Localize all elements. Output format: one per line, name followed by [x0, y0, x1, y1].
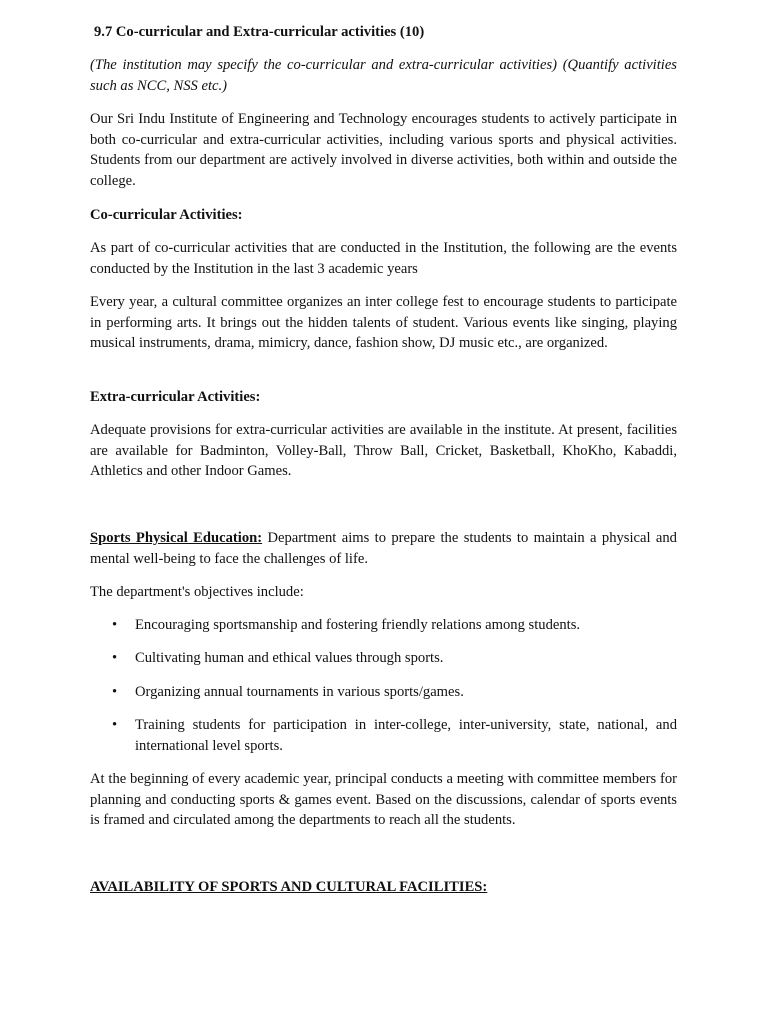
objective-text: Encouraging sportsmanship and fostering friendly relations among students. [135, 617, 581, 633]
bullet-icon: • [112, 650, 118, 666]
sports-label: Sports Physical Education: [90, 530, 263, 546]
objectives-intro: The department's objectives include: [90, 584, 304, 600]
co-curricular-heading: Co-curricular Activities: [90, 207, 243, 223]
availability-heading: AVAILABILITY OF SPORTS AND CULTURAL FACILITIES: [90, 879, 488, 895]
objective-text: Organizing annual tournaments in various sports/games. [135, 684, 464, 700]
instruction-note: (The institution may specify the co-curricular and extra-curricular activities) (Quantify activities such as NCC, NSS etc.) [90, 57, 677, 94]
extra-curricular-heading: Extra-curricular Activities: [90, 389, 261, 405]
intro-paragraph: Our Sri Indu Institute of Engineering and Technology encourages students to actively participate in both co-curricular and extra-curricular activities, including various sports and physical activities. Students from our department are actively involved in diverse activities, both within and outside the college. [90, 111, 677, 189]
bullet-icon: • [112, 684, 118, 700]
bullet-icon: • [112, 717, 118, 733]
co-curricular-paragraph-1: As part of co-curricular activities that are conducted in the Institution, the following are the events conducted by the Institution in the last 3 academic years [90, 240, 677, 277]
extra-curricular-paragraph: Adequate provisions for extra-curricular activities are available in the institute. At present, facilities are available for Badminton, Volley-Ball, Throw Ball, Cricket, Basketball, KhoKho, Kabaddi, Athletics and other Indoor Games. [90, 422, 677, 479]
co-curricular-paragraph-2: Every year, a cultural committee organizes an inter college fest to encourage students to participate in performing arts. It brings out the hidden talents of student. Various events like singing, playing musical instruments, drama, mimicry, dance, fashion show, DJ music etc., are organized. [90, 294, 677, 351]
closing-paragraph: At the beginning of every academic year, principal conducts a meeting with committee members for planning and conducting sports & games event. Based on the discussions, calendar of sports events is framed and circulated among the departments to reach all the students. [90, 771, 677, 828]
sports-text: Department aims to prepare the students to maintain a physical and mental well-being to face the challenges of life. [90, 530, 677, 567]
sports-paragraph [90, 528, 677, 569]
bullet-icon: • [112, 617, 118, 633]
section-heading: 9.7 Co-curricular and Extra-curricular activities (10) [94, 24, 425, 40]
objective-text: Cultivating human and ethical values through sports. [135, 650, 444, 666]
objective-text: Training students for participation in inter-college, inter-university, state, national, and international level sports. [135, 717, 677, 754]
